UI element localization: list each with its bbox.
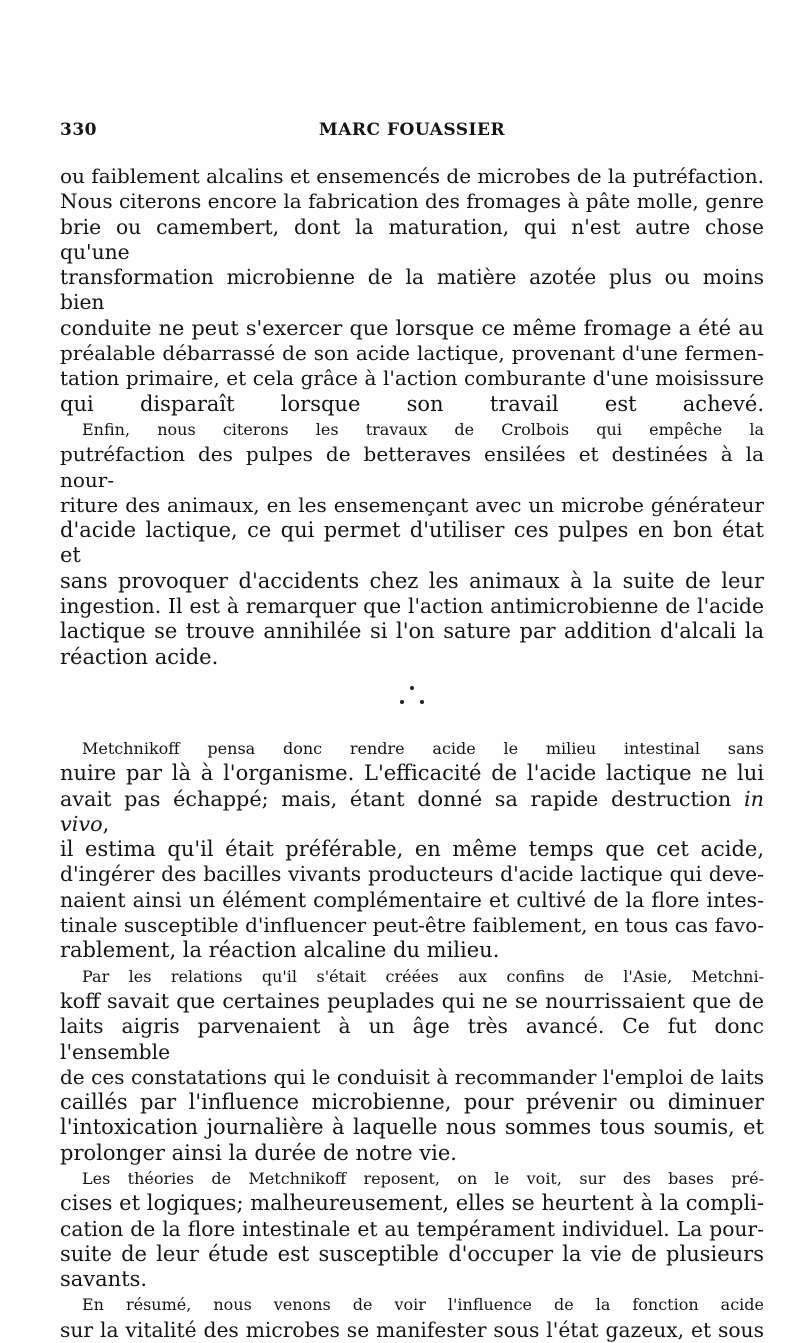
text-line: naient ainsi un élément complémentaire et cultivé de la flore intes- — [60, 887, 764, 912]
text-line: réaction acide. — [60, 644, 219, 669]
asterism-icon — [392, 686, 432, 716]
text-line: Enfin, nous citerons les travaux de Crolbois qui empêche la — [82, 419, 764, 439]
paragraph — [60, 964, 764, 1166]
text-line: caillés par l'influence microbienne, pour prévenir ou diminuer — [60, 1090, 764, 1115]
asterism-dot — [420, 700, 424, 704]
text-line: l'intoxication journalière à laquelle nous sommes tous soumis, et — [60, 1115, 764, 1140]
italic-term: in vivo — [60, 786, 764, 836]
text-line: il estima qu'il était préférable, en même temps que cet acide, — [60, 837, 764, 862]
text-line: lactique se trouve annihilée si l'on sature par addition d'alcali la — [60, 619, 764, 644]
body-text — [60, 164, 764, 1343]
text-line: laits aigris parvenaient à un âge très avancé. Ce fut donc l'ensemble — [60, 1014, 764, 1064]
text-line: brie ou camembert, dont la maturation, qui n'est autre chose qu'une — [60, 214, 764, 264]
text-line: suite de leur étude est susceptible d'occuper la vie de plusieurs — [60, 1241, 764, 1266]
text-line: Les théories de Metchnikoff reposent, on le voit, sur des bases pré- — [82, 1168, 764, 1188]
text-line: riture des animaux, en les ensemençant avec un microbe générateur — [60, 492, 764, 517]
asterism-dot — [410, 686, 414, 690]
text-line: putréfaction des pulpes de betteraves ensilées et destinées à la nour- — [60, 442, 764, 492]
section-separator — [60, 678, 764, 736]
text-line: préalable débarrassé de son acide lactique, provenant d'une fermen- — [60, 341, 764, 366]
page-number: 330 — [60, 120, 97, 140]
paragraph — [60, 1292, 764, 1343]
text-line: qui disparaît lorsque son travail est achevé. — [60, 391, 764, 416]
asterism-dot — [400, 700, 404, 704]
text-line: ingestion. Il est à remarquer que l'action antimicrobienne de l'acide — [60, 594, 764, 619]
text-line: cises et logiques; malheureusement, elles se heurtent à la compli- — [60, 1191, 764, 1216]
text-line: Par les relations qu'il s'était créées aux confins de l'Asie, Metchni- — [82, 966, 764, 986]
paragraph — [60, 736, 764, 964]
paragraph — [60, 417, 764, 670]
text-line: En résumé, nous venons de voir l'influence de la fonction acide — [82, 1295, 764, 1315]
running-title: MARC FOUASSIER — [318, 120, 506, 140]
text-line: d'ingérer des bacilles vivants producteurs d'acide lactique qui deve- — [60, 862, 764, 887]
paragraph — [60, 164, 764, 417]
text-line: nuire par là à l'organisme. L'efficacité de l'acide lactique ne lui — [60, 761, 764, 786]
text-line: avait pas échappé; mais, étant donné sa rapide destruction in vivo, — [60, 786, 764, 836]
text-line: koff savait que certaines peuplades qui ne se nourrissaient que de — [60, 988, 764, 1013]
text-line: cation de la flore intestinale et au tempérament individuel. La pour- — [60, 1216, 764, 1241]
text-line: conduite ne peut s'exercer que lorsque ce même fromage a été au — [60, 315, 764, 340]
text-line: de ces constatations qui le conduisit à recommander l'emploi de laits — [60, 1064, 764, 1089]
text-line: d'acide lactique, ce qui permet d'utiliser ces pulpes en bon état et — [60, 518, 764, 568]
running-head — [60, 120, 764, 146]
text-line: tinale susceptible d'influencer peut-être faiblement, en tous cas favo- — [60, 913, 764, 938]
text-line: Metchnikoff pensa donc rendre acide le milieu intestinal sans — [82, 738, 764, 758]
text-line: tation primaire, et cela grâce à l'action comburante d'une moisissure — [60, 366, 764, 391]
text-line: savants. — [60, 1267, 148, 1292]
paragraph — [60, 1166, 764, 1292]
text-line: transformation microbienne de la matière azotée plus ou moins bien — [60, 265, 764, 315]
text-line: ou faiblement alcalins et ensemencés de microbes de la putréfaction. — [60, 164, 764, 188]
text-line: prolonger ainsi la durée de notre vie. — [60, 1140, 457, 1165]
text-line: sur la vitalité des microbes se manifester sous l'état gazeux, et sous — [60, 1317, 764, 1342]
text-line: rablement, la réaction alcaline du milieu. — [60, 938, 500, 963]
text-line: sans provoquer d'accidents chez les animaux à la suite de leur — [60, 568, 764, 593]
text-line: Nous citerons encore la fabrication des fromages à pâte molle, genre — [60, 189, 764, 214]
